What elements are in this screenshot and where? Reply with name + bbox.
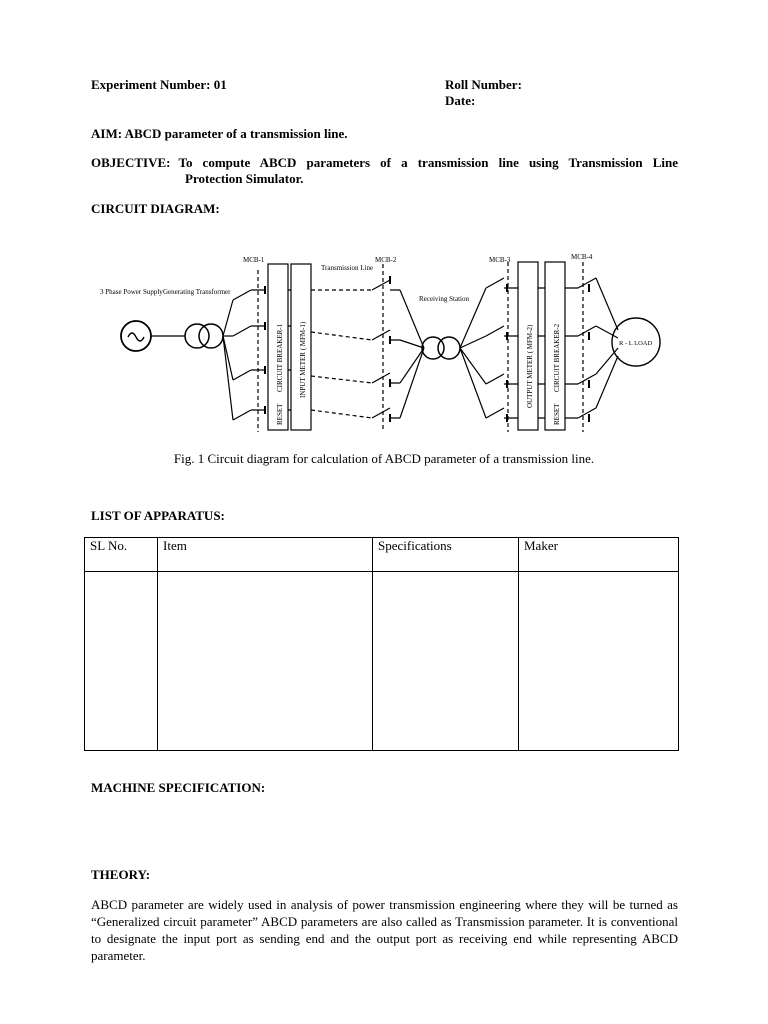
col-item: Item: [158, 538, 373, 572]
theory-heading: THEORY:: [91, 867, 151, 882]
input-meter-label: INPUT METER ( MFM-1): [299, 321, 307, 398]
table-cell: [158, 572, 373, 751]
table-cell: [85, 572, 158, 751]
mcb-1-switches: [233, 270, 265, 432]
generating-transformer-icon: [185, 324, 209, 348]
mcb-4-label: MCB-4: [571, 253, 593, 261]
load-label: R - L LOAD: [619, 340, 653, 347]
circuit-diagram-heading: CIRCUIT DIAGRAM:: [91, 201, 220, 216]
supply-label: 3 Phase Power Supply: [100, 288, 163, 296]
mcb-2-switches: [372, 264, 400, 432]
output-meter-label: OUTPUT METER ( MFM-2): [526, 324, 534, 408]
apparatus-table: [84, 537, 679, 751]
col-sl-no: SL No.: [85, 538, 158, 572]
generating-transformer-label: Generating Transformer: [163, 288, 231, 296]
mcb-3-switches: [486, 262, 518, 432]
date-label: Date:: [445, 93, 476, 108]
circuit-breaker-1-label: CIRCUIT BREAKER-1: [276, 323, 284, 392]
objective-line-2: Protection Simulator.: [185, 171, 304, 186]
apparatus-heading: LIST OF APPARATUS:: [91, 508, 225, 523]
transmission-line-label: Transmission Line: [321, 264, 374, 272]
machine-spec-heading: MACHINE SPECIFICATION:: [91, 780, 266, 795]
table-header-row: [85, 538, 679, 572]
objective-text: To compute ABCD parameters of a transmission line using Transmission Line: [178, 155, 678, 170]
table-row: [85, 572, 679, 751]
objective-line-1: [91, 155, 678, 171]
roll-number-label: Roll Number:: [445, 77, 522, 92]
table-cell: [519, 572, 679, 751]
aim-line: AIM: ABCD parameter of a transmission line.: [91, 126, 348, 141]
mcb-2-label: MCB-2: [375, 256, 397, 264]
circuit-breaker-2-label: CIRCUIT BREAKER-2: [553, 323, 561, 392]
receiving-station-label: Receiving Station: [419, 295, 469, 303]
reset-1-label: RESET: [276, 403, 284, 425]
circuit-diagram: [95, 245, 695, 445]
experiment-number: Experiment Number: 01: [91, 77, 227, 92]
table-cell: [373, 572, 519, 751]
mcb-4-switches: [565, 262, 596, 432]
theory-paragraph: ABCD parameter are widely used in analysis of power transmission engineering where they will be turned as “Generalized circuit parameter” ABCD parameters are also called as Transmission parameter. It is conventional to designate the input port as sending end and the output port as receiving end while representing ABCD parameter.: [91, 897, 678, 963]
figure-caption: Fig. 1 Circuit diagram for calculation of ABCD parameter of a transmission line.: [173, 451, 595, 466]
mcb-1-label: MCB-1: [243, 256, 265, 264]
col-specifications: Specifications: [373, 538, 519, 572]
col-maker: Maker: [519, 538, 679, 572]
transmission-lines: [311, 290, 372, 418]
mcb-3-label: MCB-3: [489, 256, 511, 264]
reset-2-label: RESET: [553, 403, 561, 425]
objective-label: OBJECTIVE:: [91, 155, 171, 170]
